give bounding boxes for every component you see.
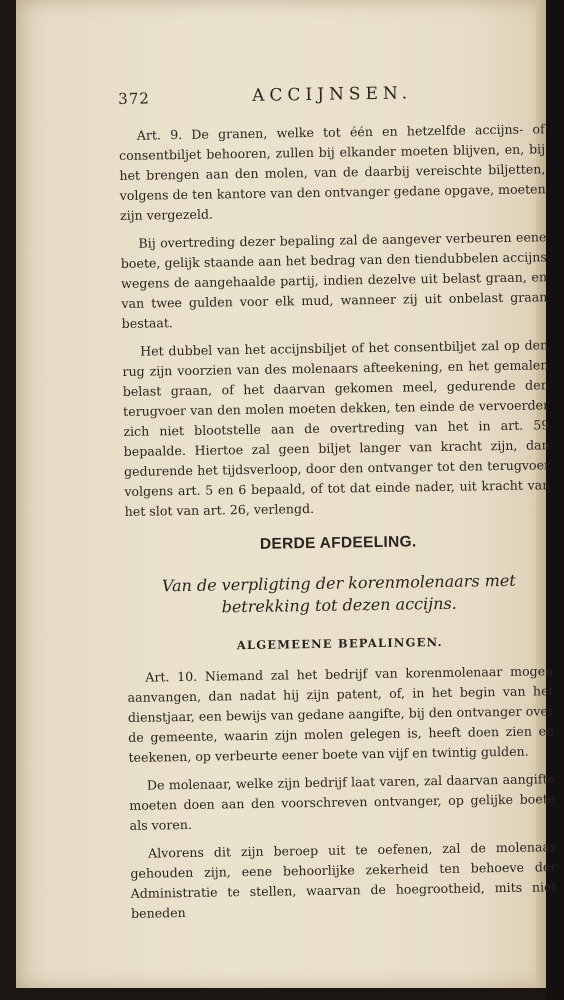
paragraph-penalty: Bij overtreding dezer bepaling zal de aangever verbeuren eene boete, gelijk staande aan het bedrag van den tiendubbelen accijns wegens de aangehaalde partij, indien dezelve uit belast graan, en van twee gulden voor elk mud, wanneer zij uit onbelast graan bestaat.	[120, 229, 548, 331]
section-heading: ALGEMEENE BEPALINGEN.	[236, 634, 443, 653]
paragraph-art-9: Art. 9. De granen, welke tot één en hetzelfde accijns- of consentbiljet behooren, zullen bij elkander moeten blijven, en, bij het brengen aan den molen, van de daarbij vereischte biljetten, volgens de ten kantore van den ontvanger gedane opgave, moeten zijn vergezeld.	[118, 121, 546, 223]
section-subtitle: Van de verpligting der korenmolenaars met betrekking tot dezen accijns.	[161, 570, 516, 617]
section-title: DERDE AFDEELING.	[259, 533, 417, 553]
paragraph-double-ticket: Het dubbel van het accijnsbiljet of het consentbiljet zal op den rug zijn voorzien van des molenaars afteekening, en het gemalen belast graan, of het daarvan gekomen meel, gedurende den terugvoer van den molen moeten dekken, ten einde de vervoerder zich niet blootstelle aan de overtreding van het in art. 59 bepaalde. Hiertoe zal geen biljet langer van kracht zijn, dan gedurende het tijdsverloop, door den ontvanger tot den terugvoer volgens art. 5 en 6 bepaald, of tot dat einde nader, uit kracht van het slot van art. 26, verlengd.	[122, 337, 551, 519]
paragraph-security: Alvorens dit zijn beroep uit te oefenen, zal de molenaar gehouden zijn, eene behoorlijke zekerheid ten behoeve der Administratie te stellen, waarvan de hoegrootheid, mits niet beneden	[130, 839, 557, 921]
running-head	[118, 79, 544, 116]
text-block	[118, 79, 557, 932]
running-title: ACCIJNSEN.	[252, 83, 413, 106]
paragraph-art-10: Art. 10. Niemand zal het bedrijf van korenmolenaar mogen aanvangen, dan nadat hij zijn patent, of, in het begin van het dienstjaar, een bewijs van gedane aangifte, bij den ontvanger over de gemeente, waarin zijn molen gelegen is, heeft doen zien en teekenen, op verbeurte eener boete van vijf en twintig gulden.	[127, 663, 555, 765]
page-number: 372	[118, 89, 150, 108]
paragraph-miller-quits: De molenaar, welke zijn bedrijf laat varen, zal daarvan aangifte moeten doen aan den voorschreven ontvanger, op gelijke boete als voren.	[129, 771, 556, 833]
